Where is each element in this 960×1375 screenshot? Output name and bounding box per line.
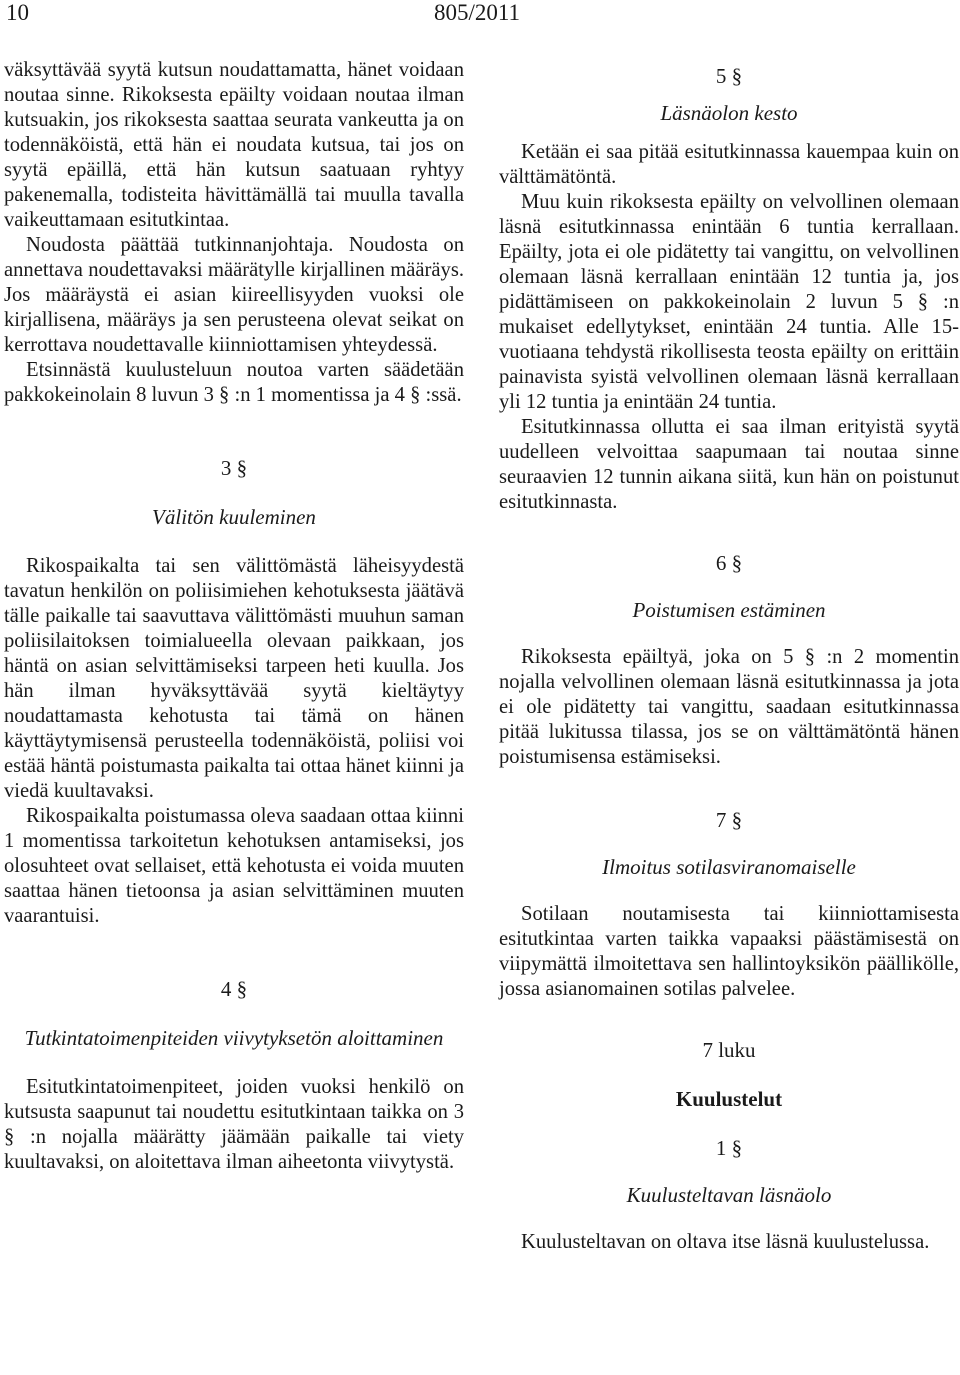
section-number: 6 § (715, 551, 743, 575)
section-title: Tutkintatoimenpiteiden viivytyksetön aloittaminen (24, 1026, 444, 1050)
section-number: 5 § (715, 64, 743, 88)
paragraph: Ketään ei saa pitää esitutkinnassa kauempaa kuin on välttämätöntä. (499, 141, 959, 188)
page-header (4, 0, 956, 30)
page-number: 10 (6, 0, 29, 25)
paragraph-continuation: väksyttävää syytä kutsun noudattamatta, hänet voidaan noutaa sinne. Rikoksesta epäilty voidaan noutaa ilman kutsuakin, jos rikoksesta saattaa seurata vankeutta ja on todennäköistä, että hän ei noudata kutsua, tai jos on syytä epäillä, että hän kutsun saatuaan ryhtyy pakenemalla, todisteita hävittämällä tai muulla tavalla vaikeuttamaan esitutkintaa. (4, 59, 464, 231)
paragraph: Etsinnästä kuulusteluun noutoa varten säädetään pakkokeinolain 8 luvun 3 § :n 1 momentissa ja 4 § :ssä. (4, 359, 464, 406)
section-title: Kuulusteltavan läsnäolo (626, 1183, 832, 1207)
section-title: Läsnäolon kesto (660, 101, 798, 125)
paragraph: Muu kuin rikoksesta epäilty on velvollinen olemaan läsnä esitutkinnassa enintään 6 tuntia kerrallaan. Epäilty, jota ei ole pidätetty tai vangittu, on velvollinen olemaan läsnä kerrallaan enintään 12 tuntia ja, jos pidättämiseen on pakkokeinolain 2 luvun 5 § :n mukaiset edellytykset, enintään 24 tuntia. Alle 15-vuotiaana tehdystä rikollisesta teosta epäilty on erittäin painavista syistä velvollinen olemaan läsnä kerrallaan yli 12 tuntia ja enintään 24 tuntia. (499, 191, 959, 413)
paragraph: Rikospaikalta poistumassa oleva saadaan ottaa kiinni 1 momentissa tarkoitetun kehotuksen antamiseksi, jos olosuhteet ovat sellaiset, että kehotusta ei voida muuten saattaa hänen tietoonsa ja asian selvittäminen muuten vaarantuisi. (4, 805, 464, 927)
section-title: Poistumisen estäminen (632, 598, 826, 622)
section-number: 7 § (715, 808, 743, 832)
left-column (4, 58, 464, 1175)
section-title: Ilmoitus sotilasviranomaiselle (602, 855, 856, 879)
section-number: 3 § (220, 456, 248, 480)
section-title: Välitön kuuleminen (152, 505, 316, 529)
chapter-number: 7 luku (702, 1038, 756, 1062)
section-number: 4 § (220, 977, 248, 1001)
chapter-title: Kuulustelut (675, 1087, 783, 1111)
paragraph: Rikospaikalta tai sen välittömästä läheisyydestä tavatun henkilön on poliisimiehen kehotuksesta jäätävä tälle paikalle tai saavuttava välittömästi muuhun saman poliisilaitoksen toimialueella olevaan paikkaan, jos häntä on asian selvittämiseksi tarpeen heti kuulla. Jos hän ilman hyväksyttävää syytä kieltäytyy noudattamasta kehotusta tai tämä on hänen käyttäytymisensä perusteella todennäköistä, poliisi voi estää häntä poistumasta paikalta tai ottaa hänet kiinni ja viedä kuultavaksi. (4, 555, 464, 802)
paragraph: Sotilaan noutamisesta tai kiinniottamisesta esitutkintaa varten taikka vapaaksi päästämisestä on viipymättä ilmoitettava sen hallintoyksikön päällikölle, jossa asianomainen sotilas palvelee. (499, 903, 959, 1000)
paragraph: Esitutkinnassa ollutta ei saa ilman erityistä syytä uudelleen velvoittaa saapumaan tai noutaa sinne seuraavien 12 tunnin aikana siitä, kun hän on poistunut esitutkinnasta. (499, 416, 959, 513)
paragraph: Rikoksesta epäiltyä, joka on 5 § :n 2 momentin nojalla velvollinen olemaan läsnä esitutkinnassa ja jota ei ole pidätetty tai vangittu, saadaan esitutkinnassa pitää lukitussa tilassa, jos se on välttämätöntä hänen poistumisensa estämiseksi. (499, 646, 959, 768)
right-column (499, 58, 959, 1255)
paragraph: Noudosta päättää tutkinnanjohtaja. Noudosta on annettava noudettavaksi määrätylle kirjallinen määräys. Jos määräystä ei asian kiireellisyyden vuoksi ole kirjallisena, määräys ja sen perusteena olevat seikat on kerrottava noudettavalle kiinniottamisen yhteydessä. (4, 234, 464, 356)
document-id: 805/2011 (434, 0, 521, 25)
section-number: 1 § (715, 1136, 743, 1160)
paragraph: Esitutkintatoimenpiteet, joiden vuoksi henkilö on kutsusta saapunut tai noudettu esitutkintaan taikka on 3 § :n nojalla määrätty jäämään paikalle tai viety kuultavaksi, on aloitettava ilman aiheetonta viivytystä. (4, 1076, 464, 1173)
paragraph: Kuulusteltavan on oltava itse läsnä kuulustelussa. (521, 1231, 930, 1253)
